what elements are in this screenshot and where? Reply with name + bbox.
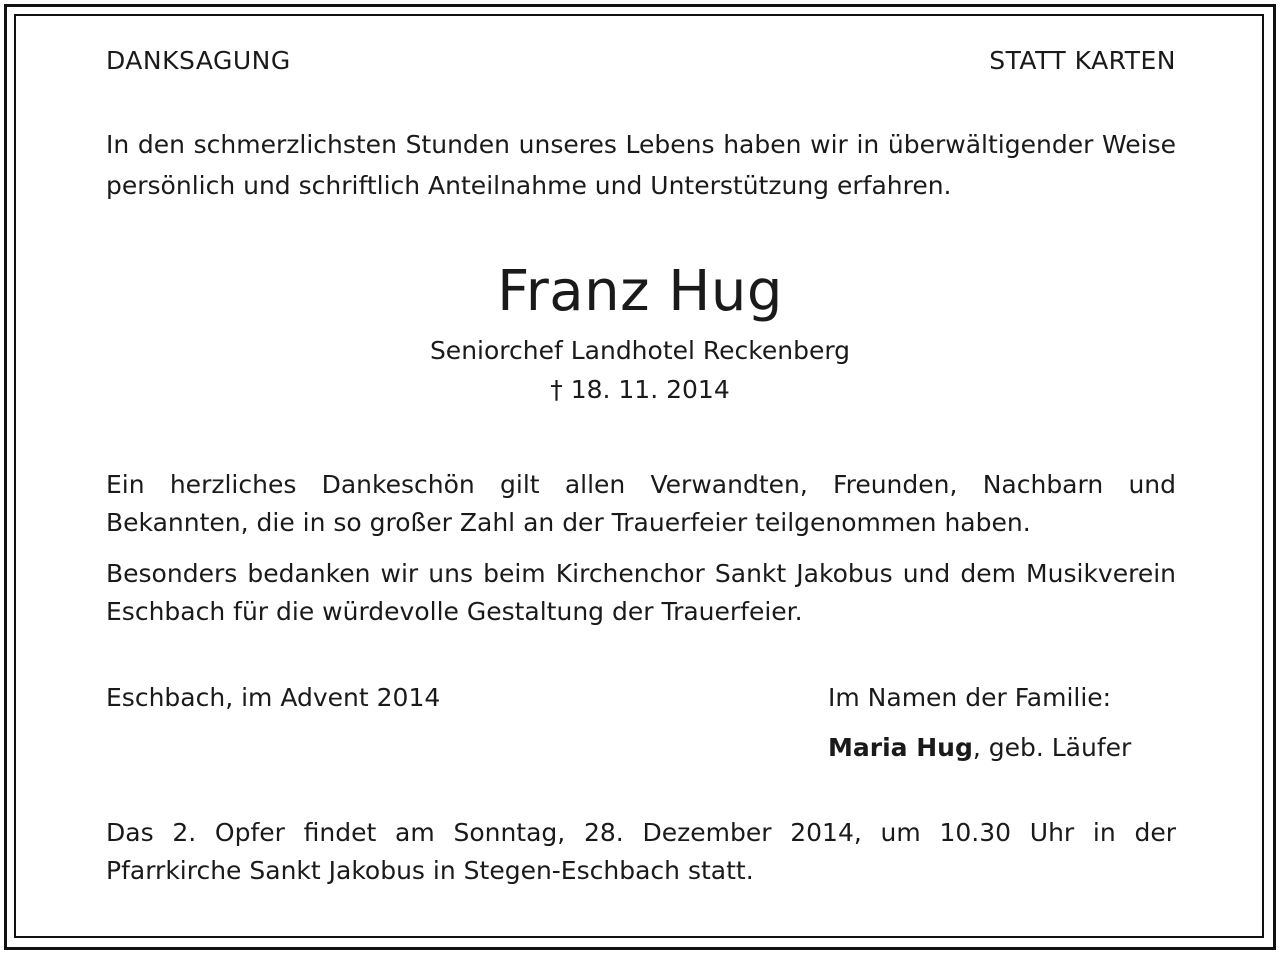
notice-header: [106, 46, 1176, 75]
deceased-name: Franz Hug: [497, 259, 783, 324]
header-danksagung: DANKSAGUNG: [106, 46, 291, 75]
intro-paragraph: In den schmerzlichsten Stunden unseres Lebens haben wir in überwältigender Weise persönlich und schriftlich Anteilnahme und Unterstützung erfahren.: [106, 130, 1176, 200]
closing-paragraph: Das 2. Opfer findet am Sonntag, 28. Dezember 2014, um 10.30 Uhr in der Pfarrkirche Sankt Jakobus in Stegen-Eschbach statt.: [106, 818, 1176, 885]
family-signature: [828, 730, 1131, 766]
deceased-role: Seniorchef Landhotel Reckenberg: [429, 336, 851, 365]
deceased-death-date: † 18. 11. 2014: [550, 375, 730, 404]
place-date: Eschbach, im Advent 2014: [106, 683, 441, 712]
family-name-bold: Maria Hug: [828, 733, 973, 762]
thanks-paragraph-1: Ein herzliches Dankeschön gilt allen Verwandten, Freunden, Nachbarn und Bekannten, die in so großer Zahl an der Trauerfeier teilgenommen haben.: [106, 470, 1176, 537]
thanks-paragraph-2: Besonders bedanken wir uns beim Kirchenchor Sankt Jakobus und dem Musikverein Eschbach für die würdevolle Gestaltung der Trauerfeier.: [106, 559, 1176, 626]
header-statt-karten: STATT KARTEN: [989, 46, 1176, 75]
family-name-rest: , geb. Läufer: [972, 733, 1132, 762]
family-label: Im Namen der Familie:: [828, 683, 1112, 712]
